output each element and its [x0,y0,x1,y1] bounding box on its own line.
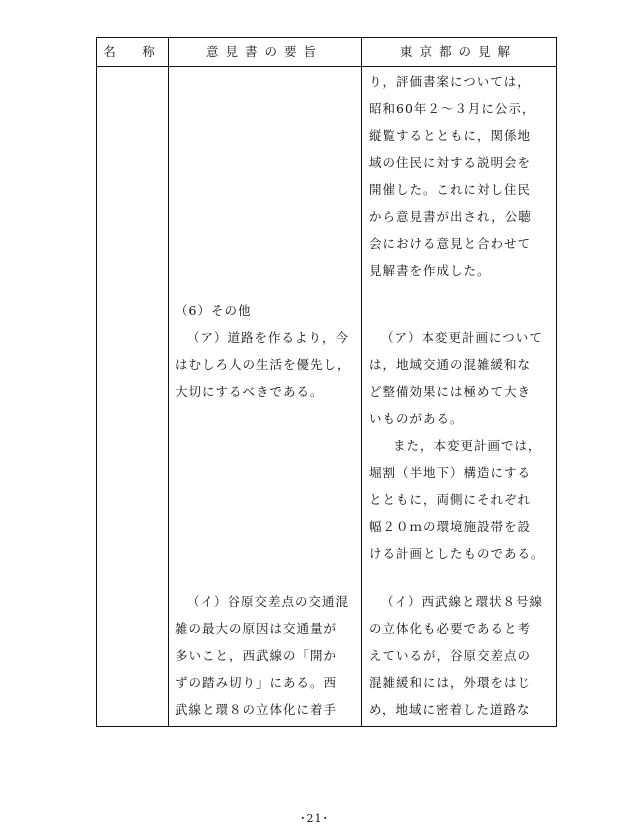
column-divider [361,38,362,726]
summary-line: 雑の最大の原因は交通量が [175,621,338,636]
opinion-table [96,37,557,727]
summary-line: ずの踏み切り」にある。西 [175,675,338,690]
opinion-line: ど整備効果には極めて大き [369,384,532,399]
opinion-line: （イ）西武線と環状８号線 [381,594,544,609]
header-name: 名 称 [103,44,162,59]
summary-line: 武線と環８の立体化に着手 [175,702,338,717]
opinion-line: 域の住民に対する説明会を [369,155,532,170]
opinion-line: 会における意見と合わせて [369,236,532,251]
summary-line: はむしろ人の生活を優先し， [175,357,351,372]
header-opinion: 東京都の見解 [399,44,517,59]
header-summary: 意見書の要旨 [205,44,323,59]
summary-line: （ア）道路を作るより，今 [187,330,350,345]
opinion-line: の立体化も必要であると考 [369,621,532,636]
column-divider [168,38,169,726]
opinion-line: また，本変更計画では， [393,438,542,453]
opinion-line: 幅２０ｍの環境施設帯を設 [369,519,532,534]
opinion-line: 昭和60年２～３月に公示， [369,101,536,116]
summary-block-other [175,297,351,405]
opinion-line: （ア）本変更計画について [381,330,543,345]
opinion-line: り，評価書案については， [369,74,531,89]
summary-line: 多いこと，西武線の「開か [175,648,338,663]
opinion-line: から意見書が出され，公聴 [369,209,532,224]
opinion-line: 堀割（半地下）構造にする [369,465,532,480]
summary-line: 大切にするべきである。 [175,384,324,399]
summary-line: （6）その他 [175,303,252,318]
opinion-block-a [369,324,545,567]
page-number: ･21･ [300,812,329,825]
opinion-line: 混雑緩和には，外環をはじ [369,675,532,690]
opinion-line: 開催した。これに対し住民 [369,182,532,197]
opinion-line: ける計画としたものである。 [369,546,545,561]
summary-block-yahara [175,588,349,723]
opinion-line: は，地域交通の混雑緩和な [369,357,532,372]
opinion-block-assessment [369,68,535,284]
opinion-line: いものがある。 [369,411,464,426]
opinion-line: えているが，谷原交差点の [369,648,532,663]
opinion-line: 縦覧するとともに，関係地 [369,128,532,143]
opinion-line: 見解書を作成した。 [369,263,491,278]
opinion-line: め，地域に密着した道路な [369,702,531,717]
header-divider [97,66,556,67]
summary-line: （イ）谷原交差点の交通混 [187,594,350,609]
opinion-line: とともに，両側にそれぞれ [369,492,532,507]
opinion-block-i [369,588,543,723]
